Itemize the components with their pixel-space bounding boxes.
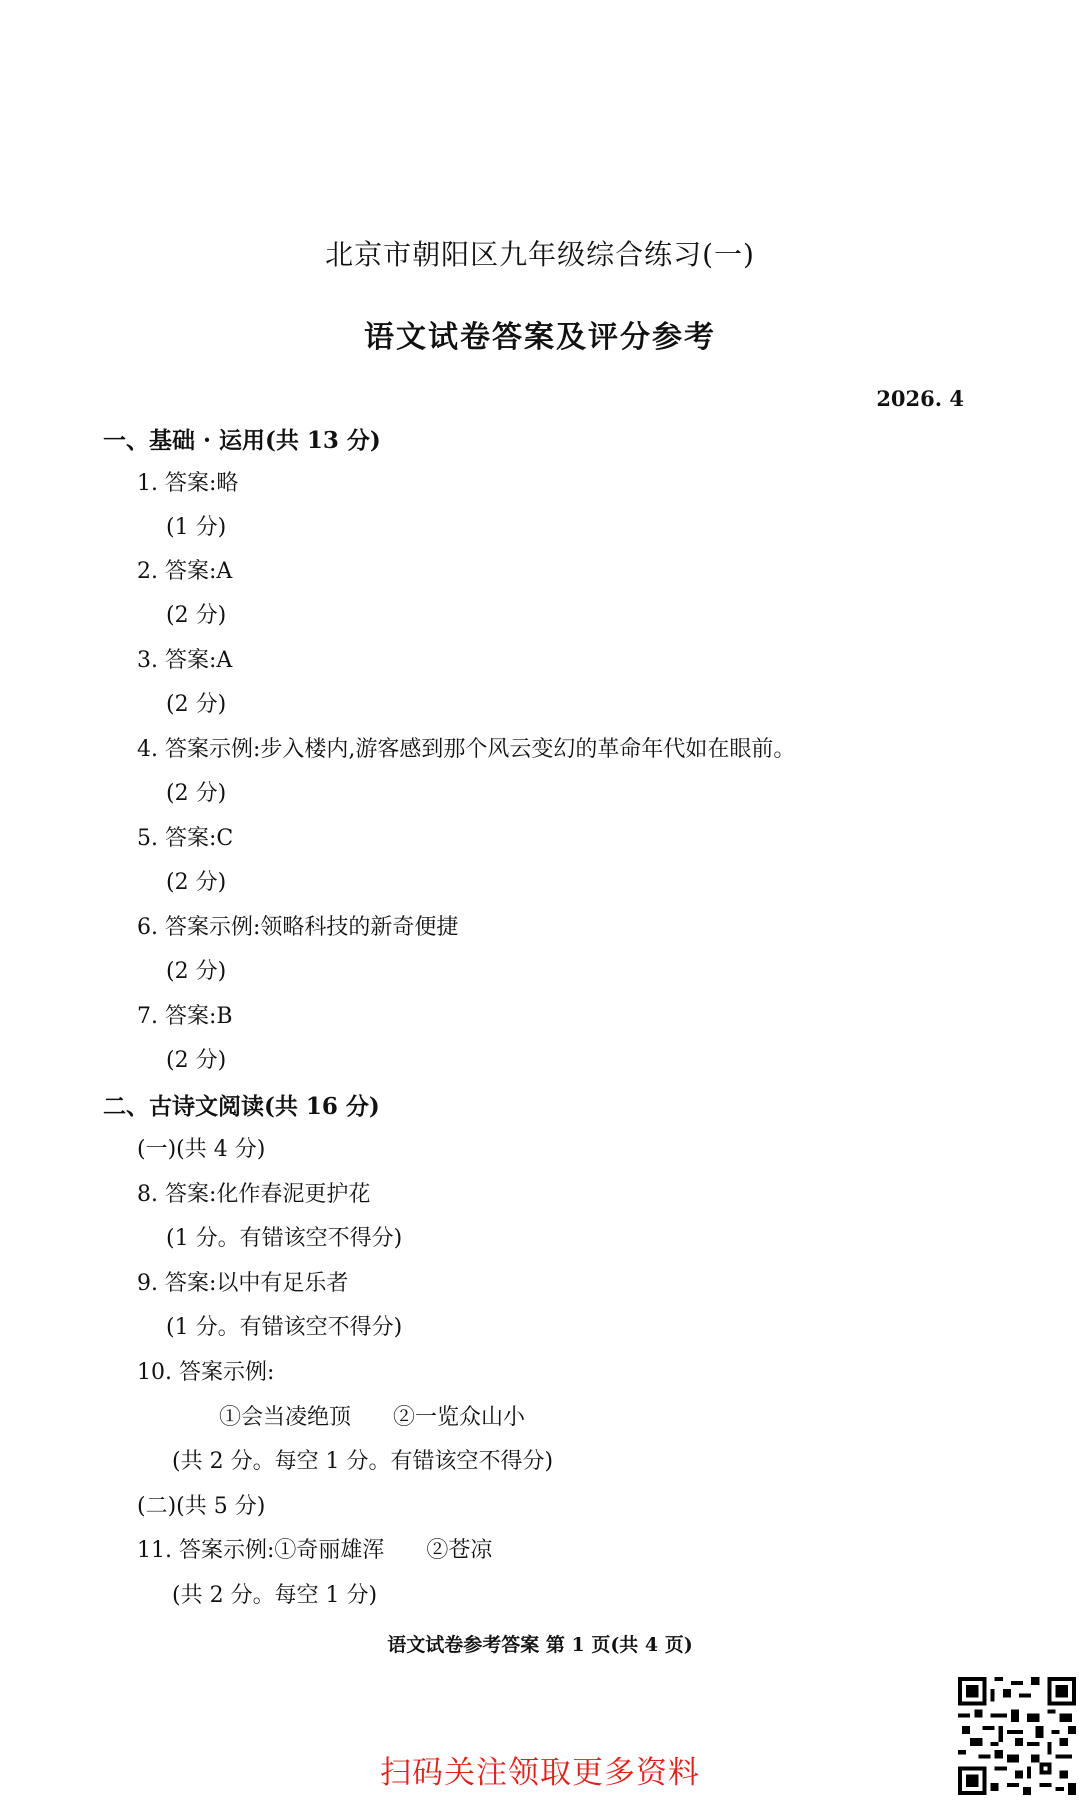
document-subtitle: 语文试卷答案及评分参考: [364, 320, 716, 355]
score-note: (共 2 分。每空 1 分。有错该空不得分): [172, 1449, 554, 1474]
section-heading: 二、古诗文阅读(共 16 分): [103, 1093, 380, 1120]
document-date: 2026. 4: [876, 386, 964, 411]
answer-item: 6. 答案示例:领略科技的新奇便捷: [137, 915, 459, 940]
answer-item: 9. 答案:以中有足乐者: [137, 1271, 349, 1296]
answer-item: 10. 答案示例:: [137, 1360, 275, 1385]
answer-item: 11. 答案示例:①奇丽雄浑 ②苍凉: [137, 1538, 493, 1563]
score-note: (1 分。有错该空不得分): [166, 1315, 403, 1340]
answer-item: 8. 答案:化作春泥更护花: [137, 1182, 371, 1207]
subsection-heading: (一)(共 4 分): [137, 1137, 266, 1162]
answer-item: 2. 答案:A: [137, 559, 233, 584]
section-heading: 一、基础 · 运用(共 13 分): [103, 427, 381, 454]
answer-item: 1. 答案:略: [137, 471, 239, 496]
score-note: (1 分。有错该空不得分): [166, 1226, 403, 1251]
document-title: 北京市朝阳区九年级综合练习(一): [325, 238, 755, 271]
score-note: (2 分): [166, 692, 227, 717]
promo-banner: 扫码关注领取更多资料: [380, 1755, 700, 1791]
score-note: (2 分): [166, 781, 227, 806]
page-footer: 语文试卷参考答案 第 1 页(共 4 页): [387, 1634, 693, 1656]
answer-item: 5. 答案:C: [137, 826, 234, 851]
answer-item: 3. 答案:A: [137, 648, 233, 673]
answer-fill-line: ①会当凌绝顶 ②一览众山小: [219, 1405, 525, 1430]
score-note: (共 2 分。每空 1 分): [172, 1583, 378, 1608]
subsection-heading: (二)(共 5 分): [137, 1494, 266, 1519]
score-note: (1 分): [166, 515, 227, 540]
score-note: (2 分): [166, 603, 227, 628]
answer-item: 7. 答案:B: [137, 1004, 233, 1029]
score-note: (2 分): [166, 870, 227, 895]
score-note: (2 分): [166, 959, 227, 984]
score-note: (2 分): [166, 1048, 227, 1073]
answer-item: 4. 答案示例:步入楼内,游客感到那个风云变幻的革命年代如在眼前。: [137, 737, 796, 762]
